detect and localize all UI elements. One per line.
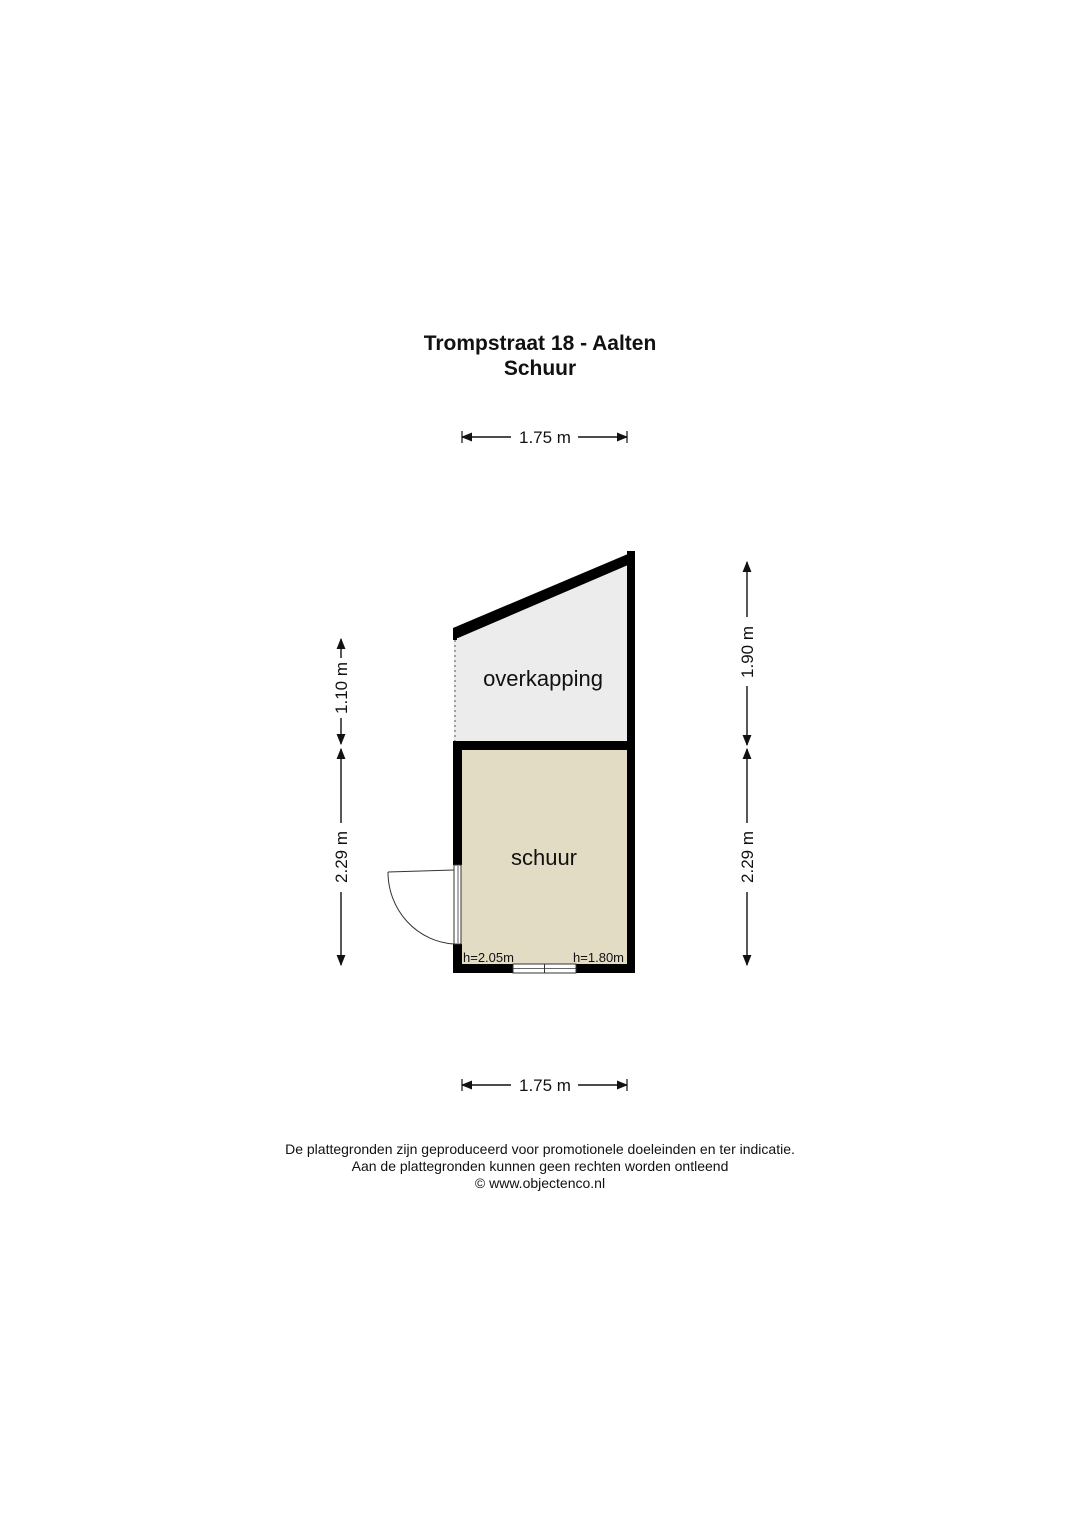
dimension-top-width-label: 1.75 m [519, 428, 571, 447]
dimension-bottom-width-label: 1.75 m [519, 1076, 571, 1095]
dimension-right-upper-label: 1.90 m [738, 626, 757, 678]
overkapping-area [454, 556, 631, 745]
window [513, 964, 576, 973]
disclaimer-line-2: Aan de plattegronden kunnen geen rechten worden ontleend [351, 1158, 729, 1174]
disclaimer-copyright: © www.objectenco.nl [474, 1175, 606, 1191]
plan-subtitle: Schuur [503, 357, 577, 380]
dimension-right-lower [738, 749, 757, 965]
room-label-schuur: schuur [510, 845, 578, 870]
dimension-right-upper [738, 562, 757, 745]
dimension-bottom-width [462, 1076, 627, 1095]
height-label-left: h=2.05m [463, 950, 514, 965]
dimension-left-lower-label: 2.29 m [332, 831, 351, 883]
dimension-right-lower-label: 2.29 m [738, 831, 757, 883]
disclaimer-line-1: De plattegronden zijn geproduceerd voor promotionele doeleinden en ter indicatie. [285, 1141, 795, 1157]
dimension-left-lower [332, 749, 351, 965]
dimension-top-width [462, 428, 627, 447]
plan-title: Trompstraat 18 - Aalten [423, 332, 657, 355]
door [388, 865, 461, 944]
room-label-overkapping: overkapping [483, 666, 603, 691]
height-label-right: h=1.80m [573, 950, 624, 965]
dimension-left-upper [332, 639, 351, 744]
dimension-left-upper-label: 1.10 m [332, 662, 351, 714]
